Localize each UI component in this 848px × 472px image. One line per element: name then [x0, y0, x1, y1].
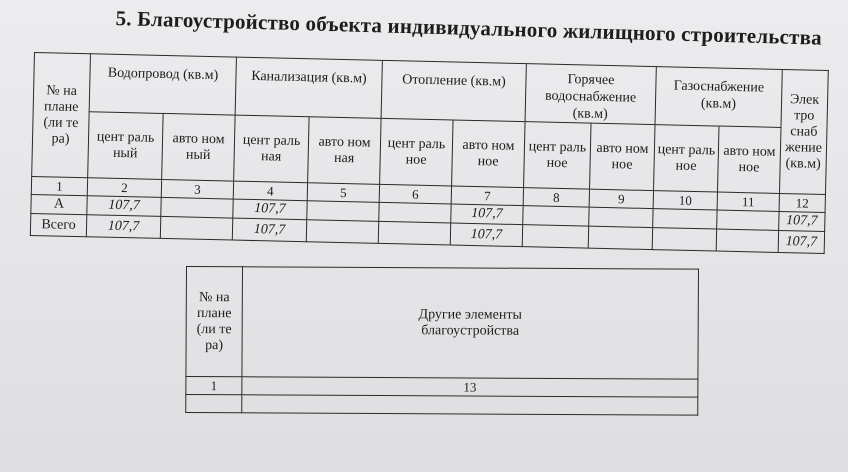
section-title: 5. Благоустройство объекта индивидуального жилищного строительства	[115, 6, 823, 50]
sub-water-central: цент раль ный	[88, 112, 163, 180]
col-number: 1	[31, 176, 87, 195]
sub-heating-auto: авто ном ное	[452, 120, 525, 188]
water-central-value: 107,7	[87, 196, 161, 217]
row-label: А	[31, 194, 87, 214]
header-heating: Отопление (кв.м)	[381, 60, 526, 121]
other-elements-table	[185, 266, 699, 416]
col-number: 11	[717, 192, 779, 211]
row-label: Всего	[30, 213, 86, 236]
col-number: 7	[451, 186, 523, 206]
header-plan-number: № на плане (ли те ра)	[32, 53, 91, 178]
sub-hotwater-auto: авто ном ное	[590, 123, 655, 190]
sub-sewer-auto: авто ном ная	[308, 117, 381, 185]
utilities-table	[30, 52, 829, 254]
heating-auto-value: 107,7	[450, 223, 522, 247]
sub-water-auto: авто ном ный	[162, 113, 235, 181]
col-number: 6	[379, 184, 451, 204]
sewer-central-value: 107,7	[232, 218, 306, 242]
col-number: 1	[186, 377, 242, 395]
header-hotwater: Горячее водоснабжение (кв.м)	[525, 64, 656, 125]
sub-gas-central: цент раль ное	[654, 125, 719, 192]
col-number: 5	[307, 183, 379, 203]
col-number: 13	[242, 377, 698, 397]
header-plan-number: № на плане (ли те ра)	[186, 267, 243, 377]
col-number: 3	[161, 179, 233, 199]
header-other-elements: Другие элементы благоустройства	[242, 267, 699, 379]
sub-heating-central: цент раль ное	[380, 118, 453, 186]
col-number: 12	[779, 193, 825, 212]
col-number: 8	[523, 188, 589, 207]
col-number: 9	[589, 189, 653, 208]
sub-hotwater-central: цент раль ное	[524, 122, 591, 189]
col-number: 4	[233, 181, 307, 201]
col-number: 2	[87, 178, 161, 198]
col-number: 10	[653, 191, 717, 210]
header-electro: Элек тро снаб жение (кв.м)	[779, 69, 828, 194]
electro-value: 107,7	[779, 211, 825, 231]
electro-value: 107,7	[778, 230, 824, 253]
header-water: Водопровод (кв.м)	[89, 54, 236, 115]
sewer-central-value: 107,7	[233, 199, 307, 220]
sub-gas-auto: авто ном ное	[717, 126, 780, 193]
sub-sewer-central: цент раль ная	[234, 115, 309, 183]
table-row	[186, 395, 698, 416]
heating-auto-value: 107,7	[451, 204, 523, 225]
header-gas: Газоснабжение (кв.м)	[655, 67, 782, 128]
header-sewer: Канализация (кв.м)	[235, 57, 382, 118]
water-central-value: 107,7	[86, 215, 160, 239]
